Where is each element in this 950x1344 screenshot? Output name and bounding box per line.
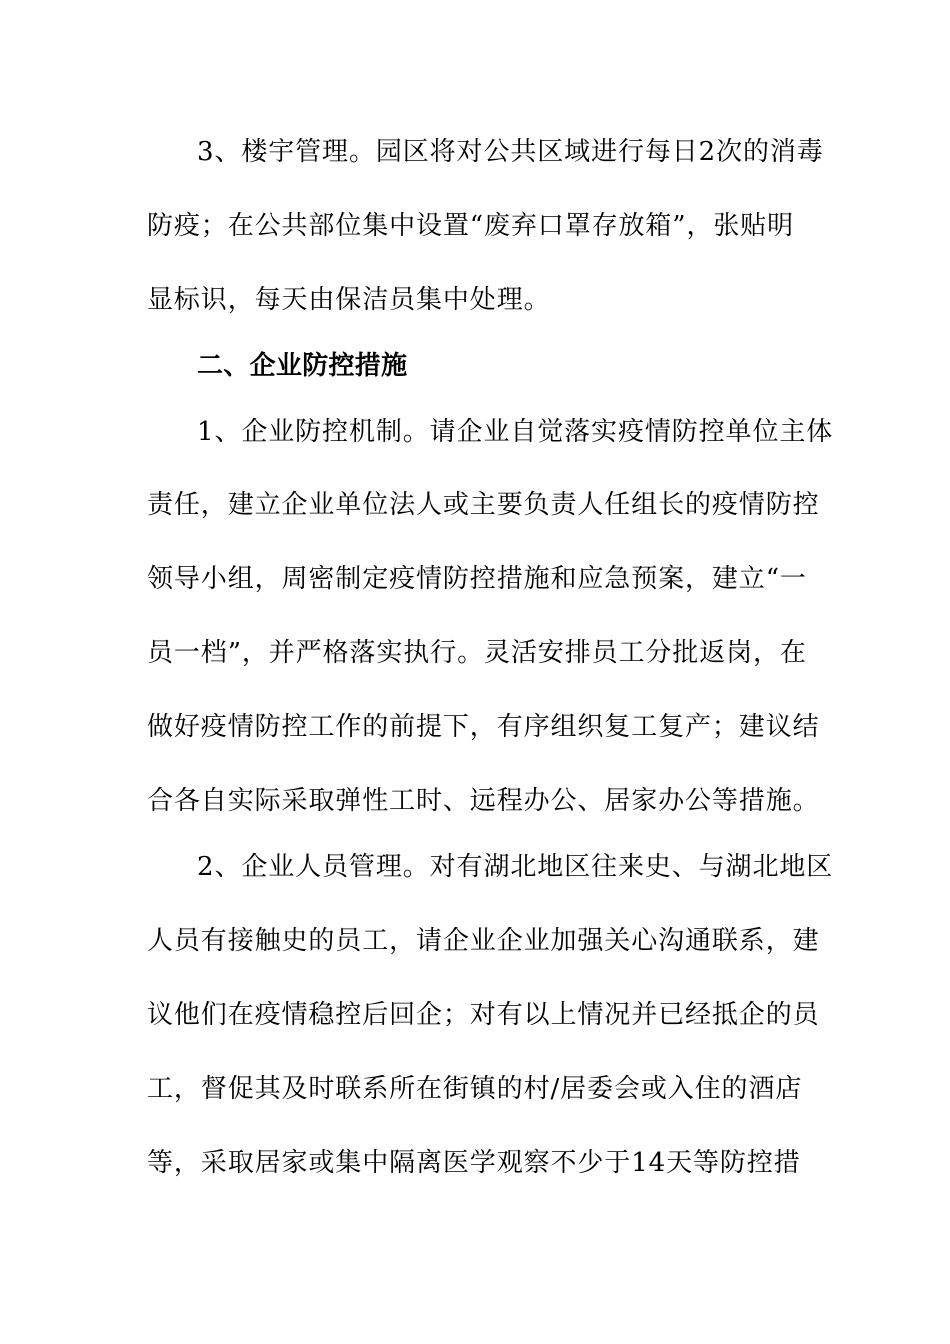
paragraph-building-management-line-3: 显标识，每天由保洁员集中处理。 bbox=[147, 285, 551, 315]
paragraph-control-mechanism-line-6: 合各自实际采取弹性工时、远程办公、居家办公等措施。 bbox=[147, 786, 820, 816]
paragraph-staff-management-line-2: 人员有接触史的员工，请企业企业加强关心沟通联系，建 bbox=[147, 926, 820, 956]
paragraph-control-mechanism-line-2: 责任，建立企业单位法人或主要负责人任组长的疫情防控 bbox=[147, 490, 820, 520]
paragraph-building-management-line-1: 3、楼宇管理。园区将对公共区域进行每日2次的消毒 bbox=[197, 137, 824, 167]
paragraph-control-mechanism-line-4: 员一档”，并严格落实执行。灵活安排员工分批返岗，在 bbox=[147, 638, 807, 668]
paragraph-staff-management-line-1: 2、企业人员管理。对有湖北地区往来史、与湖北地区 bbox=[197, 852, 834, 882]
paragraph-staff-management-line-4: 工，督促其及时联系所在街镇的村/居委会或入住的酒店 bbox=[147, 1074, 803, 1104]
paragraph-control-mechanism-line-5: 做好疫情防控工作的前提下，有序组织复工复产；建议结 bbox=[147, 712, 820, 742]
paragraph-staff-management-line-3: 议他们在疫情稳控后回企；对有以上情况并已经抵企的员 bbox=[147, 1000, 820, 1030]
paragraph-staff-management-line-5: 等，采取居家或集中隔离医学观察不少于14天等防控措 bbox=[147, 1148, 801, 1178]
paragraph-building-management-line-2: 防疫；在公共部位集中设置“废弃口罩存放箱”，张贴明 bbox=[147, 211, 795, 241]
paragraph-control-mechanism-line-1: 1、企业防控机制。请企业自觉落实疫情防控单位主体 bbox=[197, 417, 834, 447]
section-heading-enterprise-measures: 二、企业防控措施 bbox=[197, 351, 408, 381]
paragraph-control-mechanism-line-3: 领导小组，周密制定疫情防控措施和应急预案，建立“一 bbox=[147, 564, 807, 594]
